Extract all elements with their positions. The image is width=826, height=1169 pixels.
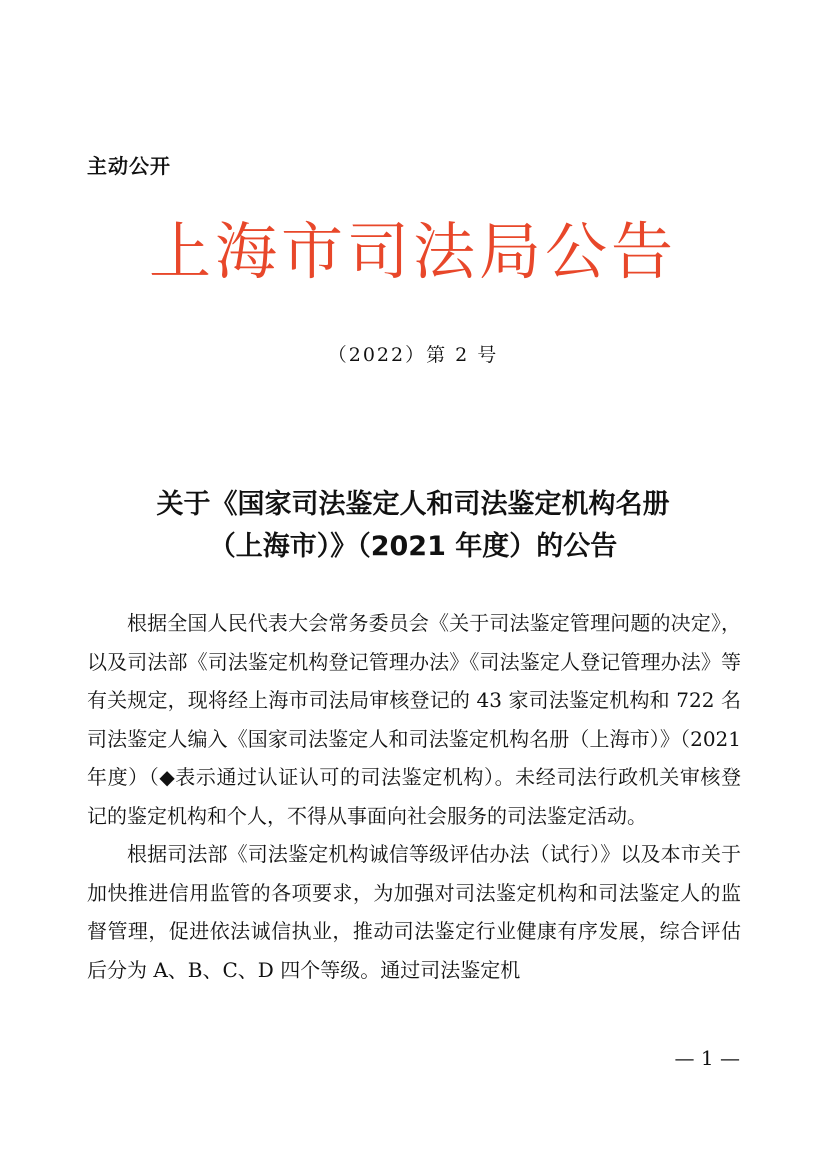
body-paragraph-2: 根据司法部《司法鉴定机构诚信等级评估办法（试行）》以及本市关于加快推进信用监管的各项要求，为加强对司法鉴定机构和司法鉴定人的监督管理，促进依法诚信执业，推动司法鉴定行业健康有序发展，综合评估后分为 A、B、C、D 四个等级。通过司法鉴定机: [87, 842, 741, 982]
page-number: — 1 —: [674, 1046, 740, 1070]
announcement-title-line-2: （上海市）》（2021 年度）的公告: [208, 531, 618, 562]
disclosure-label: 主动公开: [87, 154, 171, 178]
document-header-title: 上海市司法局公告: [148, 215, 677, 288]
body-paragraph-1: 根据全国人民代表大会常务委员会《关于司法鉴定管理问题的决定》，以及司法部《司法鉴定机构登记管理办法》《司法鉴定人登记管理办法》等有关规定，现将经上海市司法局审核登记的 43 家司法鉴定机构和 722 名司法鉴定人编入《国家司法鉴定人和司法鉴定机构名册（上海市）》（2021 年度）（◆表示通过认证认可的司法鉴定机构）。未经司法行政机关审核登记的鉴定机构和个人，不得从事面向社会服务的司法鉴定活动。: [87, 611, 741, 828]
announcement-body: [87, 604, 741, 989]
announcement-title: [60, 484, 766, 568]
announcement-title-line-1: 关于《国家司法鉴定人和司法鉴定机构名册: [156, 489, 670, 520]
document-number: （2022）第 2 号: [327, 344, 499, 366]
